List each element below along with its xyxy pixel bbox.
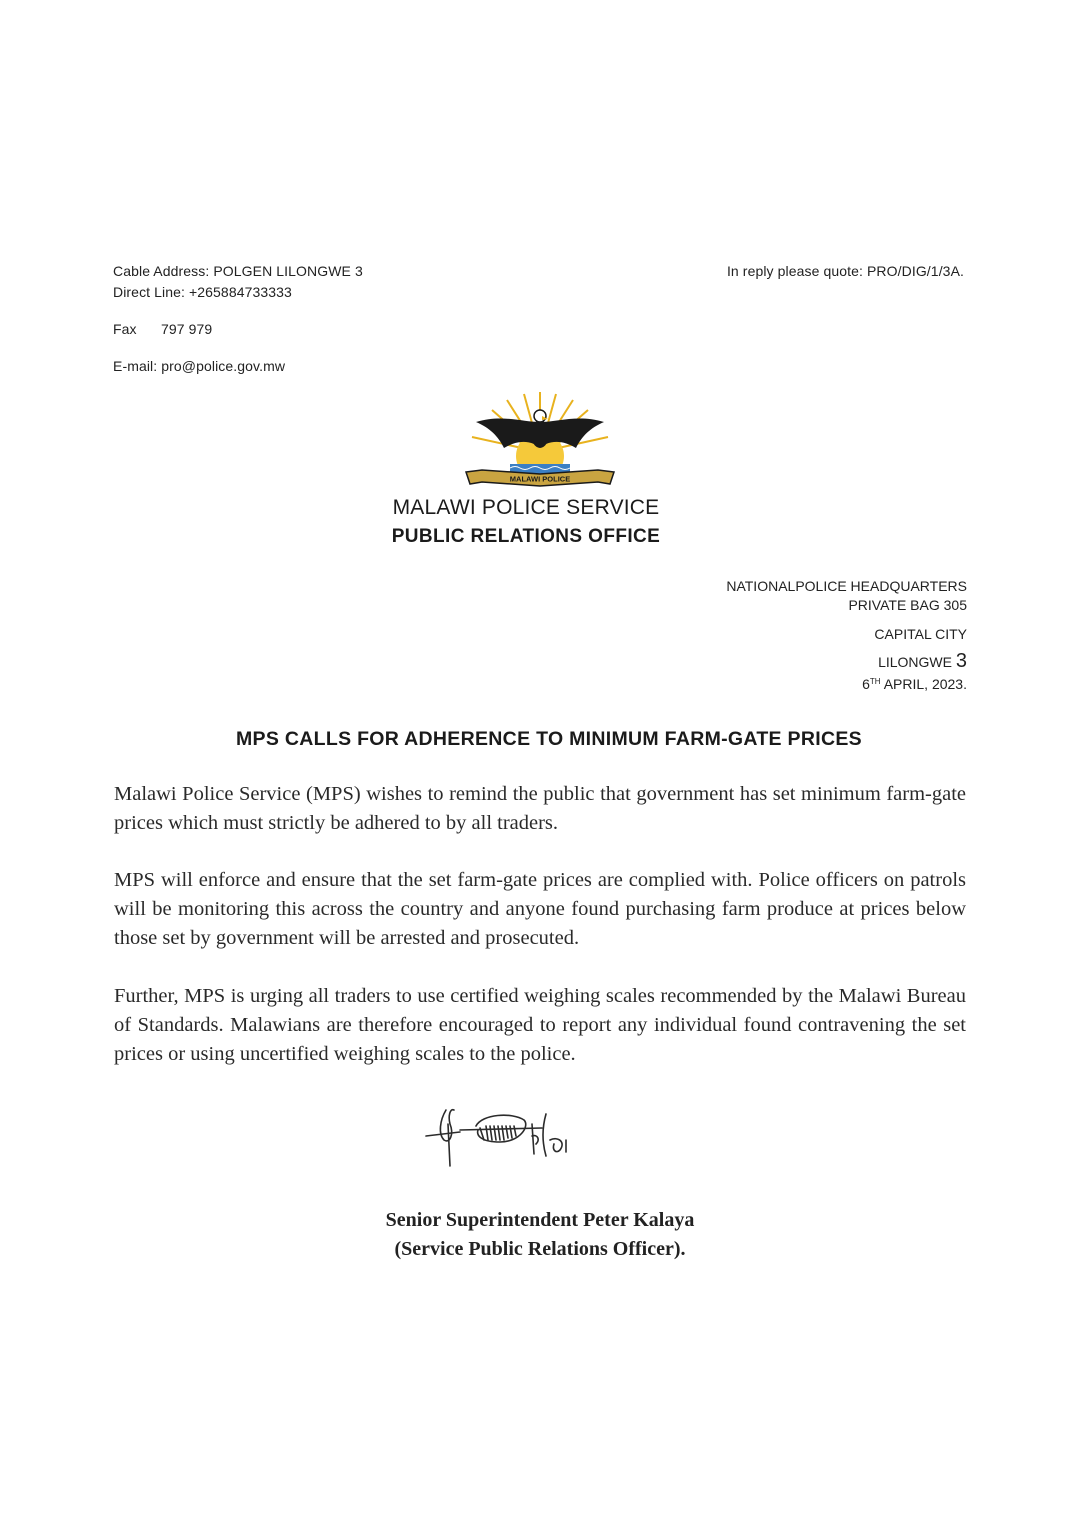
letter-date bbox=[862, 676, 967, 692]
eagle-head bbox=[534, 410, 546, 422]
address-line-2: PRIVATE BAG 305 bbox=[848, 597, 967, 613]
signatory-name: Senior Superintendent Peter Kalaya bbox=[385, 1209, 695, 1231]
date-month-year: APRIL, 2023. bbox=[880, 676, 967, 692]
direct-line: Direct Line: +265884733333 bbox=[113, 284, 292, 300]
office-name: PUBLIC RELATIONS OFFICE bbox=[391, 526, 661, 547]
body-paragraph-2: MPS will enforce and ensure that the set farm-gate prices are complied with. Police officers on patrols will be monitoring this across the country and anyone found purchasing farm produce at prices below those set by government will be arrested and prosecuted. bbox=[114, 869, 966, 949]
organisation-name: MALAWI POLICE SERVICE bbox=[392, 496, 660, 519]
fax-number: 797 979 bbox=[161, 321, 213, 337]
address-city: LILONGWE bbox=[878, 654, 956, 670]
body-paragraph-1: Malawi Police Service (MPS) wishes to remind the public that government has set minimum farm-gate prices which must strictly be adhered to by all traders. bbox=[114, 783, 966, 834]
date-suffix: TH bbox=[869, 677, 881, 686]
reply-reference: In reply please quote: PRO/DIG/1/3A. bbox=[726, 263, 964, 279]
press-release-title: MPS CALLS FOR ADHERENCE TO MINIMUM FARM-GATE PRICES bbox=[236, 728, 862, 750]
eagle-body bbox=[531, 420, 549, 448]
handwritten-signature bbox=[420, 1100, 580, 1172]
emblem-banner-text: MALAWI POLICE bbox=[509, 474, 571, 484]
address-line-3: CAPITAL CITY bbox=[874, 626, 967, 642]
date-day: 6 bbox=[862, 676, 870, 692]
address-line-1: NATIONALPOLICE HEADQUARTERS bbox=[726, 578, 967, 594]
fax-label: Fax bbox=[113, 321, 137, 337]
police-emblem bbox=[462, 392, 618, 492]
cable-address: Cable Address: POLGEN LILONGWE 3 bbox=[113, 263, 363, 279]
address-line-4 bbox=[878, 650, 967, 673]
email-address: E-mail: pro@police.gov.mw bbox=[113, 358, 286, 374]
address-city-number: 3 bbox=[955, 650, 967, 672]
signatory-role: (Service Public Relations Officer). bbox=[394, 1238, 686, 1260]
body-paragraph-3: Further, MPS is urging all traders to use certified weighing scales recommended by the Malawi Bureau of Standards. Malawians are therefore encouraged to report any individual found contravening the set prices or using uncertified weighing scales to the police. bbox=[114, 985, 966, 1065]
